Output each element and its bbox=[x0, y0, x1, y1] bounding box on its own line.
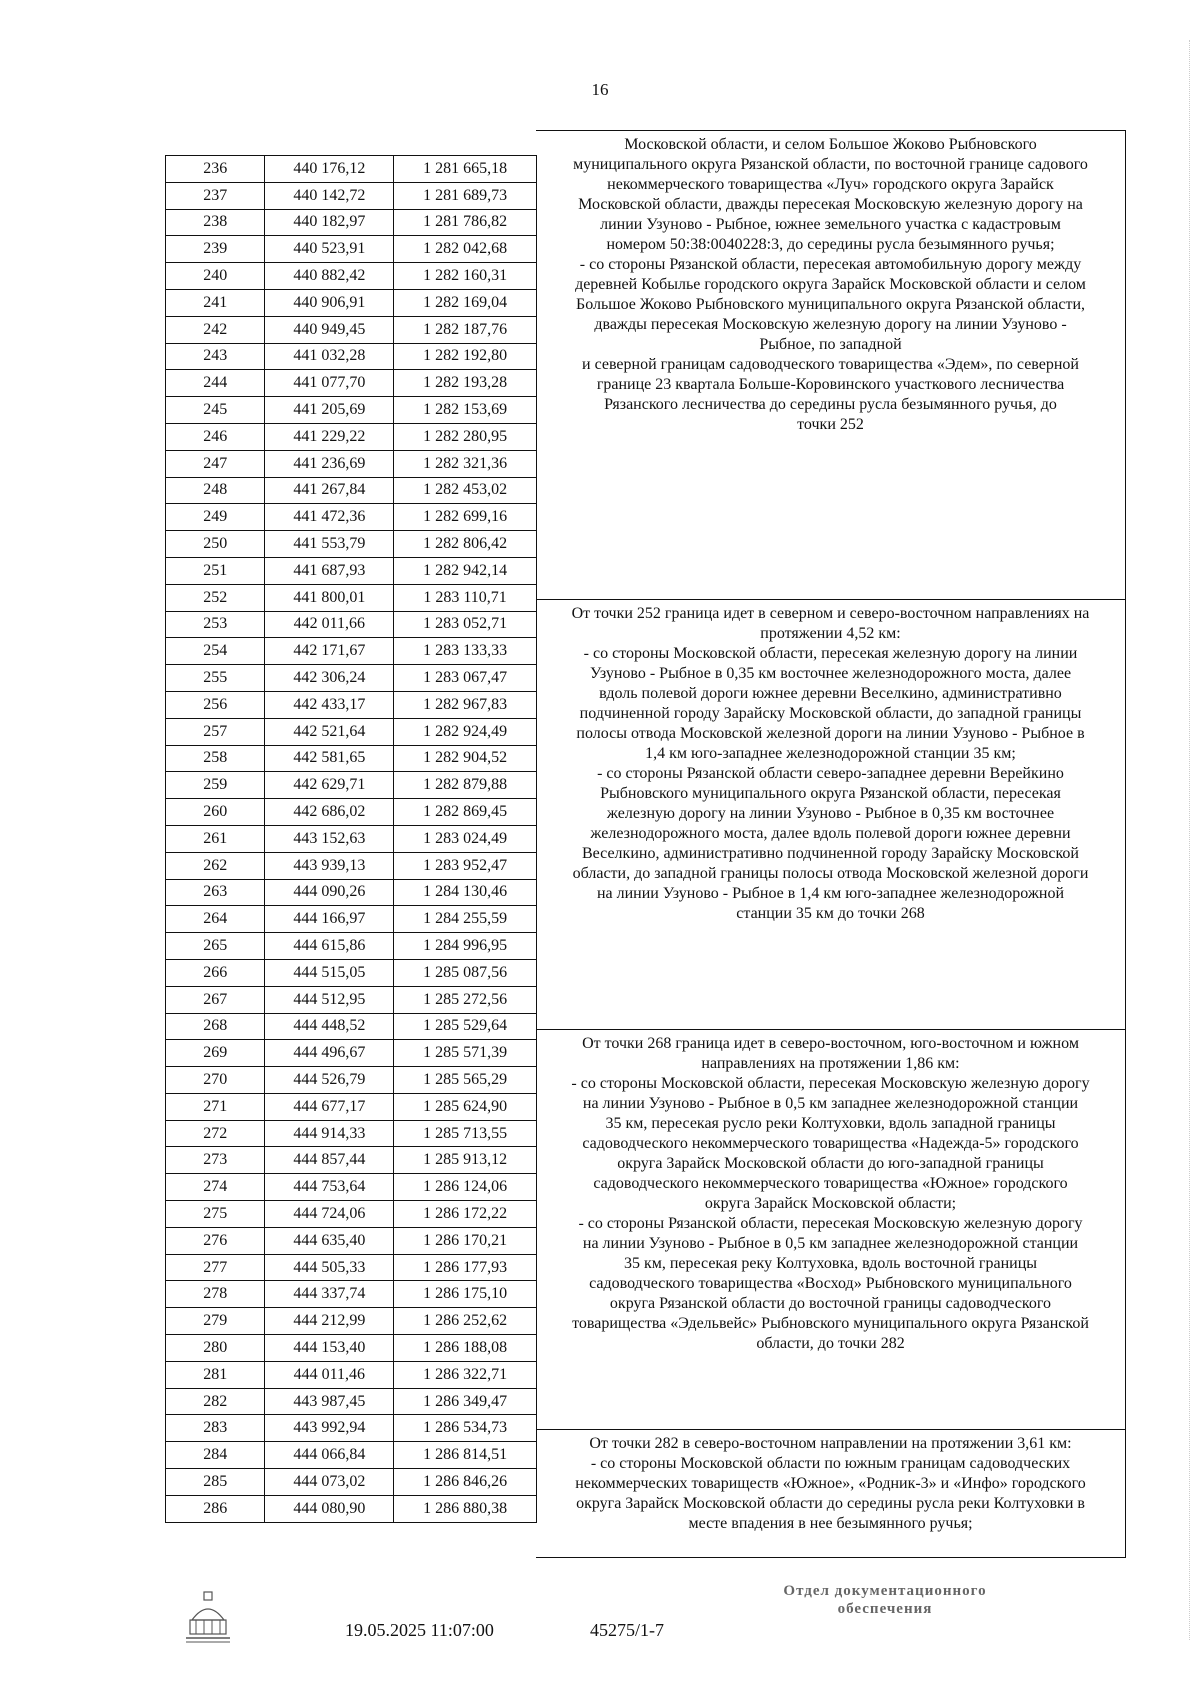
y-coordinate-cell: 1 286 188,08 bbox=[394, 1335, 537, 1362]
table-row bbox=[166, 906, 537, 933]
description-line: Рыбновского муниципального округа Рязанской области, пересекая bbox=[600, 785, 1061, 802]
x-coordinate-cell: 444 090,26 bbox=[265, 879, 394, 906]
y-coordinate-cell: 1 282 453,02 bbox=[394, 477, 537, 504]
y-coordinate-cell: 1 286 814,51 bbox=[394, 1442, 537, 1469]
point-number-cell: 247 bbox=[166, 450, 265, 477]
table-row bbox=[166, 343, 537, 370]
point-number-cell: 251 bbox=[166, 557, 265, 584]
x-coordinate-cell: 442 306,24 bbox=[265, 665, 394, 692]
description-line: направлениях на протяжении 1,86 км: bbox=[701, 1055, 960, 1072]
description-line: - со стороны Рязанской области северо-западнее деревни Верейкино bbox=[597, 765, 1064, 782]
description-line: протяжении 4,52 км: bbox=[760, 625, 901, 642]
description-line: месте впадения в нее безымянного ручья; bbox=[688, 1515, 973, 1532]
point-number-cell: 249 bbox=[166, 504, 265, 531]
y-coordinate-cell: 1 282 160,31 bbox=[394, 263, 537, 290]
table-row bbox=[166, 584, 537, 611]
description-line: Узуново - Рыбное в 0,35 км восточнее железнодорожного моста, далее bbox=[589, 665, 1072, 682]
description-line: некоммерческого товарищества «Луч» городского округа Зарайск bbox=[607, 176, 1054, 193]
point-number-cell: 248 bbox=[166, 477, 265, 504]
table-row bbox=[166, 772, 537, 799]
point-number-cell: 236 bbox=[166, 156, 265, 183]
table-row bbox=[166, 959, 537, 986]
archive-logo-icon bbox=[178, 1590, 238, 1650]
x-coordinate-cell: 444 153,40 bbox=[265, 1335, 394, 1362]
table-row bbox=[166, 450, 537, 477]
y-coordinate-cell: 1 282 042,68 bbox=[394, 236, 537, 263]
y-coordinate-cell: 1 286 534,73 bbox=[394, 1415, 537, 1442]
y-coordinate-cell: 1 282 153,69 bbox=[394, 397, 537, 424]
x-coordinate-cell: 444 066,84 bbox=[265, 1442, 394, 1469]
description-line: на линии Узуново - Рыбное в 0,5 км западнее железнодорожной станции bbox=[582, 1095, 1079, 1112]
point-number-cell: 268 bbox=[166, 1013, 265, 1040]
y-coordinate-cell: 1 282 806,42 bbox=[394, 531, 537, 558]
x-coordinate-cell: 444 615,86 bbox=[265, 933, 394, 960]
description-line: дважды пересекая Московскую железную дорогу на линии Узуново - bbox=[594, 316, 1067, 333]
y-coordinate-cell: 1 282 699,16 bbox=[394, 504, 537, 531]
table-row bbox=[166, 1067, 537, 1094]
y-coordinate-cell: 1 285 913,12 bbox=[394, 1147, 537, 1174]
y-coordinate-cell: 1 284 130,46 bbox=[394, 879, 537, 906]
description-line: садоводческого некоммерческого товарищества «Южное» городского bbox=[593, 1175, 1068, 1192]
y-coordinate-cell: 1 286 349,47 bbox=[394, 1388, 537, 1415]
page-number: 16 bbox=[591, 80, 609, 99]
point-number-cell: 281 bbox=[166, 1361, 265, 1388]
point-number-cell: 245 bbox=[166, 397, 265, 424]
boundary-description-3 bbox=[536, 1030, 1126, 1430]
table-row bbox=[166, 718, 537, 745]
point-number-cell: 260 bbox=[166, 799, 265, 826]
x-coordinate-cell: 444 212,99 bbox=[265, 1308, 394, 1335]
description-line: железную дорогу на линии Узуново - Рыбное в 0,35 км восточнее bbox=[606, 805, 1055, 822]
y-coordinate-cell: 1 286 170,21 bbox=[394, 1227, 537, 1254]
x-coordinate-cell: 444 505,33 bbox=[265, 1254, 394, 1281]
boundary-description-2 bbox=[536, 600, 1126, 1030]
y-coordinate-cell: 1 282 924,49 bbox=[394, 718, 537, 745]
table-row bbox=[166, 933, 537, 960]
table-row bbox=[166, 691, 537, 718]
description-line: округа Зарайск Московской области до середины русла реки Колтуховки в bbox=[576, 1495, 1085, 1512]
page-edge-marks bbox=[1187, 40, 1190, 1640]
y-coordinate-cell: 1 283 110,71 bbox=[394, 584, 537, 611]
description-line: точки 252 bbox=[797, 416, 864, 433]
point-number-cell: 274 bbox=[166, 1174, 265, 1201]
point-number-cell: 269 bbox=[166, 1040, 265, 1067]
description-line: области, до западной границы полосы отвода Московской железной дороги bbox=[572, 865, 1089, 882]
table-row bbox=[166, 156, 537, 183]
table-row bbox=[166, 531, 537, 558]
y-coordinate-cell: 1 285 565,29 bbox=[394, 1067, 537, 1094]
point-number-cell: 285 bbox=[166, 1469, 265, 1496]
x-coordinate-cell: 440 906,91 bbox=[265, 289, 394, 316]
table-row bbox=[166, 852, 537, 879]
point-number-cell: 243 bbox=[166, 343, 265, 370]
y-coordinate-cell: 1 282 967,83 bbox=[394, 691, 537, 718]
x-coordinate-cell: 444 677,17 bbox=[265, 1093, 394, 1120]
description-line: подчиненной городу Зарайску Московской области, до западной границы bbox=[579, 705, 1082, 722]
table-row bbox=[166, 423, 537, 450]
description-line: - со стороны Московской области, пересекая железную дорогу на линии bbox=[583, 645, 1078, 662]
table-row bbox=[166, 745, 537, 772]
y-coordinate-cell: 1 286 880,38 bbox=[394, 1495, 537, 1522]
description-line: - со стороны Московской области, пересекая Московскую железную дорогу bbox=[571, 1075, 1090, 1092]
table-row bbox=[166, 879, 537, 906]
y-coordinate-cell: 1 286 175,10 bbox=[394, 1281, 537, 1308]
x-coordinate-cell: 440 523,91 bbox=[265, 236, 394, 263]
point-number-cell: 275 bbox=[166, 1201, 265, 1228]
point-number-cell: 244 bbox=[166, 370, 265, 397]
y-coordinate-cell: 1 281 689,73 bbox=[394, 182, 537, 209]
x-coordinate-cell: 440 182,97 bbox=[265, 209, 394, 236]
x-coordinate-cell: 440 949,45 bbox=[265, 316, 394, 343]
description-line: железнодорожного моста, далее вдоль полевой дороги южнее деревни bbox=[590, 825, 1071, 842]
boundary-description-1 bbox=[536, 130, 1126, 600]
y-coordinate-cell: 1 282 193,28 bbox=[394, 370, 537, 397]
description-line: 35 км, пересекая реку Колтуховка, вдоль восточной границы bbox=[623, 1255, 1038, 1272]
x-coordinate-cell: 442 011,66 bbox=[265, 611, 394, 638]
y-coordinate-cell: 1 282 869,45 bbox=[394, 799, 537, 826]
table-row bbox=[166, 1120, 537, 1147]
description-line: и северной границам садоводческого товарищества «Эдем», по северной bbox=[582, 356, 1079, 373]
table-row bbox=[166, 263, 537, 290]
table-row bbox=[166, 397, 537, 424]
point-number-cell: 242 bbox=[166, 316, 265, 343]
point-number-cell: 280 bbox=[166, 1335, 265, 1362]
description-line: деревней Кобылье городского округа Зарайск Московской области и селом bbox=[575, 276, 1086, 293]
y-coordinate-cell: 1 285 571,39 bbox=[394, 1040, 537, 1067]
description-line: садоводческого товарищества «Восход» Рыбновского муниципального bbox=[589, 1275, 1072, 1292]
x-coordinate-cell: 441 800,01 bbox=[265, 584, 394, 611]
point-number-cell: 257 bbox=[166, 718, 265, 745]
point-number-cell: 246 bbox=[166, 423, 265, 450]
x-coordinate-cell: 442 521,64 bbox=[265, 718, 394, 745]
y-coordinate-cell: 1 285 529,64 bbox=[394, 1013, 537, 1040]
table-row bbox=[166, 1415, 537, 1442]
description-line: на линии Узуново - Рыбное в 0,5 км западнее железнодорожной станции bbox=[582, 1235, 1079, 1252]
point-number-cell: 283 bbox=[166, 1415, 265, 1442]
point-number-cell: 238 bbox=[166, 209, 265, 236]
x-coordinate-cell: 442 433,17 bbox=[265, 691, 394, 718]
table-row bbox=[166, 1335, 537, 1362]
y-coordinate-cell: 1 285 087,56 bbox=[394, 959, 537, 986]
table-row bbox=[166, 825, 537, 852]
point-number-cell: 286 bbox=[166, 1495, 265, 1522]
table-row bbox=[166, 1388, 537, 1415]
table-row bbox=[166, 289, 537, 316]
y-coordinate-cell: 1 284 996,95 bbox=[394, 933, 537, 960]
description-line: Московской области, дважды пересекая Московскую железную дорогу на bbox=[578, 196, 1083, 213]
y-coordinate-cell: 1 282 879,88 bbox=[394, 772, 537, 799]
x-coordinate-cell: 440 882,42 bbox=[265, 263, 394, 290]
y-coordinate-cell: 1 282 942,14 bbox=[394, 557, 537, 584]
description-line: Большое Жоково Рыбновского муниципального округа Рязанской области, bbox=[576, 296, 1085, 313]
table-row bbox=[166, 1147, 537, 1174]
y-coordinate-cell: 1 283 067,47 bbox=[394, 665, 537, 692]
x-coordinate-cell: 441 472,36 bbox=[265, 504, 394, 531]
table-row bbox=[166, 182, 537, 209]
table-row bbox=[166, 611, 537, 638]
x-coordinate-cell: 441 687,93 bbox=[265, 557, 394, 584]
table-row bbox=[166, 986, 537, 1013]
point-number-cell: 261 bbox=[166, 825, 265, 852]
table-row bbox=[166, 209, 537, 236]
x-coordinate-cell: 443 939,13 bbox=[265, 852, 394, 879]
boundary-description-4 bbox=[536, 1430, 1126, 1558]
x-coordinate-cell: 442 171,67 bbox=[265, 638, 394, 665]
x-coordinate-cell: 443 152,63 bbox=[265, 825, 394, 852]
point-number-cell: 252 bbox=[166, 584, 265, 611]
description-line: на линии Узуново - Рыбное в 1,4 км юго-западнее железнодорожной bbox=[596, 885, 1065, 902]
x-coordinate-cell: 440 176,12 bbox=[265, 156, 394, 183]
description-line: округа Рязанской области до восточной границы садоводческого bbox=[609, 1295, 1052, 1312]
y-coordinate-cell: 1 286 177,93 bbox=[394, 1254, 537, 1281]
x-coordinate-cell: 440 142,72 bbox=[265, 182, 394, 209]
y-coordinate-cell: 1 284 255,59 bbox=[394, 906, 537, 933]
point-number-cell: 284 bbox=[166, 1442, 265, 1469]
table-row bbox=[166, 1174, 537, 1201]
description-line: округа Зарайск Московской области; bbox=[704, 1195, 957, 1212]
y-coordinate-cell: 1 286 252,62 bbox=[394, 1308, 537, 1335]
y-coordinate-cell: 1 283 133,33 bbox=[394, 638, 537, 665]
table-row bbox=[166, 1361, 537, 1388]
department-stamp-line1: Отдел документационного bbox=[783, 1583, 987, 1599]
description-line: - со стороны Рязанской области, пересекая автомобильную дорогу между bbox=[579, 256, 1082, 273]
point-number-cell: 250 bbox=[166, 531, 265, 558]
table-row bbox=[166, 1495, 537, 1522]
point-number-cell: 241 bbox=[166, 289, 265, 316]
table-row bbox=[166, 1093, 537, 1120]
point-number-cell: 240 bbox=[166, 263, 265, 290]
x-coordinate-cell: 444 073,02 bbox=[265, 1469, 394, 1496]
description-line: От точки 282 в северо-восточном направлении на протяжении 3,61 км: bbox=[589, 1435, 1072, 1452]
description-line: - со стороны Московской области по южным границам садоводческих bbox=[590, 1455, 1071, 1472]
description-line: Московской области, и селом Большое Жоково Рыбновского bbox=[624, 136, 1037, 153]
table-row bbox=[166, 1469, 537, 1496]
table-row bbox=[166, 1308, 537, 1335]
description-line: полосы отвода Московской железной дороги на линии Узуново - Рыбное в bbox=[576, 725, 1085, 742]
table-row bbox=[166, 1013, 537, 1040]
description-line: Рязанского лесничества до середины русла безымянного ручья, до bbox=[604, 396, 1057, 413]
description-line: станции 35 км до точки 268 bbox=[736, 905, 925, 922]
table-row bbox=[166, 1442, 537, 1469]
point-number-cell: 277 bbox=[166, 1254, 265, 1281]
table-row bbox=[166, 557, 537, 584]
point-number-cell: 253 bbox=[166, 611, 265, 638]
point-number-cell: 278 bbox=[166, 1281, 265, 1308]
coordinates-table bbox=[165, 155, 537, 1523]
point-number-cell: 259 bbox=[166, 772, 265, 799]
table-row bbox=[166, 1254, 537, 1281]
y-coordinate-cell: 1 282 187,76 bbox=[394, 316, 537, 343]
table-row bbox=[166, 1227, 537, 1254]
x-coordinate-cell: 441 077,70 bbox=[265, 370, 394, 397]
point-number-cell: 279 bbox=[166, 1308, 265, 1335]
table-row bbox=[166, 504, 537, 531]
x-coordinate-cell: 444 526,79 bbox=[265, 1067, 394, 1094]
y-coordinate-cell: 1 282 169,04 bbox=[394, 289, 537, 316]
point-number-cell: 239 bbox=[166, 236, 265, 263]
point-number-cell: 237 bbox=[166, 182, 265, 209]
table-row bbox=[166, 665, 537, 692]
point-number-cell: 273 bbox=[166, 1147, 265, 1174]
x-coordinate-cell: 442 629,71 bbox=[265, 772, 394, 799]
point-number-cell: 254 bbox=[166, 638, 265, 665]
description-line: вдоль полевой дороги южнее деревни Веселкино, административно bbox=[599, 685, 1062, 702]
x-coordinate-cell: 443 987,45 bbox=[265, 1388, 394, 1415]
x-coordinate-cell: 444 515,05 bbox=[265, 959, 394, 986]
description-line: 35 км, пересекая русло реки Колтуховки, вдоль западной границы bbox=[605, 1115, 1056, 1132]
x-coordinate-cell: 442 686,02 bbox=[265, 799, 394, 826]
point-number-cell: 276 bbox=[166, 1227, 265, 1254]
y-coordinate-cell: 1 282 321,36 bbox=[394, 450, 537, 477]
y-coordinate-cell: 1 283 952,47 bbox=[394, 852, 537, 879]
point-number-cell: 265 bbox=[166, 933, 265, 960]
point-number-cell: 256 bbox=[166, 691, 265, 718]
x-coordinate-cell: 441 236,69 bbox=[265, 450, 394, 477]
y-coordinate-cell: 1 286 846,26 bbox=[394, 1469, 537, 1496]
description-line: границе 23 квартала Больше-Коровинского участкового лесничества bbox=[596, 376, 1065, 393]
x-coordinate-cell: 444 724,06 bbox=[265, 1201, 394, 1228]
table-row bbox=[166, 638, 537, 665]
y-coordinate-cell: 1 281 665,18 bbox=[394, 156, 537, 183]
y-coordinate-cell: 1 286 124,06 bbox=[394, 1174, 537, 1201]
y-coordinate-cell: 1 283 052,71 bbox=[394, 611, 537, 638]
x-coordinate-cell: 444 080,90 bbox=[265, 1495, 394, 1522]
y-coordinate-cell: 1 285 624,90 bbox=[394, 1093, 537, 1120]
point-number-cell: 258 bbox=[166, 745, 265, 772]
point-number-cell: 282 bbox=[166, 1388, 265, 1415]
department-stamp-line2: обеспечения bbox=[837, 1601, 933, 1617]
description-line: 1,4 км юго-западнее железнодорожной станции 35 км; bbox=[645, 745, 1016, 762]
table-row bbox=[166, 1201, 537, 1228]
x-coordinate-cell: 444 914,33 bbox=[265, 1120, 394, 1147]
table-row bbox=[166, 316, 537, 343]
y-coordinate-cell: 1 286 172,22 bbox=[394, 1201, 537, 1228]
table-row bbox=[166, 799, 537, 826]
y-coordinate-cell: 1 285 272,56 bbox=[394, 986, 537, 1013]
x-coordinate-cell: 444 337,74 bbox=[265, 1281, 394, 1308]
x-coordinate-cell: 444 753,64 bbox=[265, 1174, 394, 1201]
x-coordinate-cell: 441 229,22 bbox=[265, 423, 394, 450]
point-number-cell: 264 bbox=[166, 906, 265, 933]
y-coordinate-cell: 1 285 713,55 bbox=[394, 1120, 537, 1147]
y-coordinate-cell: 1 282 904,52 bbox=[394, 745, 537, 772]
description-line: Рыбное, по западной bbox=[759, 336, 902, 353]
description-line: линии Узуново - Рыбное, южнее земельного участка с кадастровым bbox=[600, 216, 1061, 233]
x-coordinate-cell: 443 992,94 bbox=[265, 1415, 394, 1442]
y-coordinate-cell: 1 282 192,80 bbox=[394, 343, 537, 370]
x-coordinate-cell: 442 581,65 bbox=[265, 745, 394, 772]
table-row bbox=[166, 1281, 537, 1308]
point-number-cell: 272 bbox=[166, 1120, 265, 1147]
description-line: номером 50:38:0040228:3, до середины русла безымянного ручья; bbox=[606, 236, 1055, 253]
x-coordinate-cell: 444 011,46 bbox=[265, 1361, 394, 1388]
description-line: садоводческого некоммерческого товарищества «Надежда-5» городского bbox=[582, 1135, 1079, 1152]
x-coordinate-cell: 441 205,69 bbox=[265, 397, 394, 424]
table-row bbox=[166, 1040, 537, 1067]
x-coordinate-cell: 441 267,84 bbox=[265, 477, 394, 504]
x-coordinate-cell: 444 166,97 bbox=[265, 906, 394, 933]
footer-datetime: 19.05.2025 11:07:00 bbox=[345, 1620, 494, 1640]
y-coordinate-cell: 1 281 786,82 bbox=[394, 209, 537, 236]
point-number-cell: 270 bbox=[166, 1067, 265, 1094]
table-row bbox=[166, 236, 537, 263]
x-coordinate-cell: 441 032,28 bbox=[265, 343, 394, 370]
y-coordinate-cell: 1 283 024,49 bbox=[394, 825, 537, 852]
x-coordinate-cell: 441 553,79 bbox=[265, 531, 394, 558]
x-coordinate-cell: 444 857,44 bbox=[265, 1147, 394, 1174]
x-coordinate-cell: 444 496,67 bbox=[265, 1040, 394, 1067]
description-line: некоммерческих товариществ «Южное», «Родник-3» и «Инфо» городского bbox=[575, 1475, 1086, 1492]
y-coordinate-cell: 1 286 322,71 bbox=[394, 1361, 537, 1388]
point-number-cell: 262 bbox=[166, 852, 265, 879]
description-line: области, до точки 282 bbox=[756, 1335, 905, 1352]
point-number-cell: 255 bbox=[166, 665, 265, 692]
description-line: округа Зарайск Московской области до юго-западной границы bbox=[617, 1155, 1044, 1172]
point-number-cell: 263 bbox=[166, 879, 265, 906]
description-line: От точки 252 граница идет в северном и северо-восточном направлениях на bbox=[571, 605, 1090, 622]
table-row bbox=[166, 477, 537, 504]
footer-doc-number: 45275/1-7 bbox=[590, 1620, 664, 1640]
department-stamp bbox=[740, 1582, 1030, 1618]
description-line: муниципального округа Рязанской области, по восточной границе садового bbox=[573, 156, 1088, 173]
description-line: От точки 268 граница идет в северо-восточном, юго-восточном и южном bbox=[582, 1035, 1079, 1052]
x-coordinate-cell: 444 512,95 bbox=[265, 986, 394, 1013]
description-line: - со стороны Рязанской области, пересекая Московскую железную дорогу bbox=[578, 1215, 1083, 1232]
point-number-cell: 271 bbox=[166, 1093, 265, 1120]
point-number-cell: 266 bbox=[166, 959, 265, 986]
description-line: Веселкино, административно подчиненной городу Зарайску Московской bbox=[581, 845, 1079, 862]
x-coordinate-cell: 444 448,52 bbox=[265, 1013, 394, 1040]
description-line: товарищества «Эдельвейс» Рыбновского муниципального округа Рязанской bbox=[572, 1315, 1089, 1332]
point-number-cell: 267 bbox=[166, 986, 265, 1013]
y-coordinate-cell: 1 282 280,95 bbox=[394, 423, 537, 450]
x-coordinate-cell: 444 635,40 bbox=[265, 1227, 394, 1254]
table-row bbox=[166, 370, 537, 397]
